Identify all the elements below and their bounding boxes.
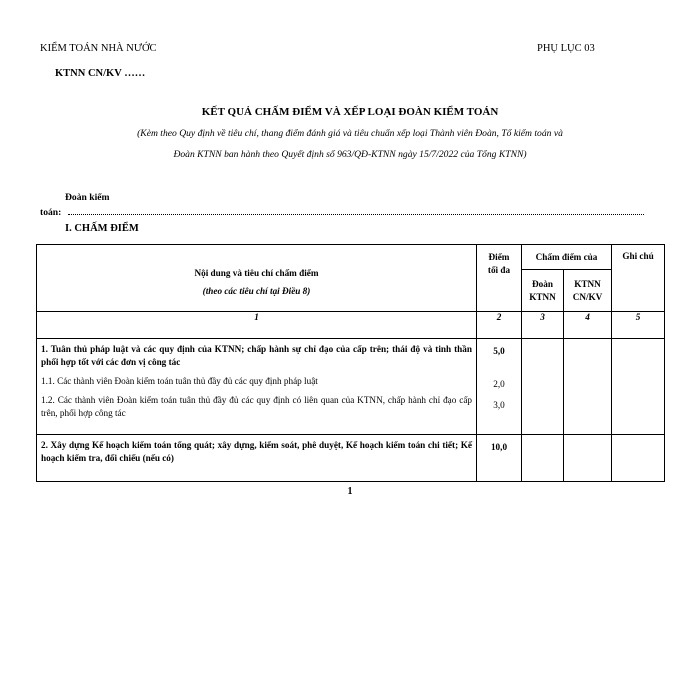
header-scores: Chấm điểm của	[522, 245, 612, 270]
document-subtitle-line1: (Kèm theo Quy định về tiêu chí, thang điểm đánh giá và tiêu chuẩn xếp loại Thành viên Đoàn, Tổ kiểm toán và	[137, 128, 563, 139]
header-team-score	[522, 270, 564, 312]
header-team-line1: Đoàn	[532, 278, 553, 289]
header-team-line2: KTNN	[529, 291, 556, 302]
org-name: KIỂM TOÁN NHÀ NƯỚC	[40, 43, 157, 54]
sub-criterion: 1.2. Các thành viên Đoàn kiểm toán tuân thủ đầy đủ các quy định có liên quan của KTNN, chấp hành chỉ đạo cấp trên, phối hợp công tác	[41, 395, 472, 418]
team-label-part2: toán:	[40, 207, 62, 218]
document-title: KẾT QUẢ CHẤM ĐIỂM VÀ XẾP LOẠI ĐOÀN KIỂM TOÁN	[201, 106, 499, 118]
sub-criterion-points: 3,0	[493, 400, 505, 410]
table-row	[37, 339, 665, 435]
criterion-title: 2. Xây dựng Kế hoạch kiểm toán tổng quát; xây dựng, kiểm soát, phê duyệt, Kế hoạch kiểm toán chi tiết; Kế hoạch kiểm tra, đối chiếu (nếu có)	[41, 440, 472, 463]
column-number: 4	[564, 312, 612, 339]
team-score-cell[interactable]	[522, 339, 564, 435]
table-row	[37, 435, 665, 482]
header-note: Ghi chú	[612, 245, 665, 312]
column-number: 1	[37, 312, 477, 339]
header-unit-line1: KTNN	[574, 278, 601, 289]
header-max-points	[477, 245, 522, 312]
criterion-points: 10,0	[490, 442, 508, 452]
criterion-title: 1. Tuân thủ pháp luật và các quy định của KTNN; chấp hành sự chỉ đạo của cấp trên; thái độ và tinh thần phối hợp tốt với các đơn vị công tác	[41, 344, 472, 367]
score-table	[36, 244, 665, 482]
unit-score-cell[interactable]	[564, 435, 612, 482]
criterion-points: 5,0	[493, 346, 505, 356]
header-max-line2: tối đa	[487, 265, 511, 275]
note-cell[interactable]	[612, 339, 665, 435]
header-unit-line2: CN/KV	[572, 291, 603, 302]
header-unit-score	[564, 270, 612, 312]
sub-criterion: 1.1. Các thành viên Đoàn kiểm toán tuân thủ đầy đủ các quy định pháp luật	[41, 376, 318, 386]
column-number-row	[37, 312, 665, 339]
team-score-cell[interactable]	[522, 435, 564, 482]
column-number: 5	[612, 312, 665, 339]
criterion-cell	[37, 339, 477, 435]
unit-score-cell[interactable]	[564, 339, 612, 435]
header-content-line2: (theo các tiêu chí tại Điều 8)	[202, 286, 311, 296]
section-title: I. CHẤM ĐIỂM	[65, 223, 139, 234]
appendix-label: PHỤ LỤC 03	[537, 43, 595, 54]
page-number: 1	[347, 486, 353, 497]
header-content-line1: Nội dung và tiêu chí chấm điểm	[194, 268, 319, 278]
sub-criterion-points: 2,0	[493, 379, 505, 389]
table-header-row	[37, 245, 665, 270]
column-number: 2	[477, 312, 522, 339]
note-cell[interactable]	[612, 435, 665, 482]
max-points-cell	[477, 339, 522, 435]
team-label-part1: Đoàn kiểm	[65, 192, 110, 203]
header-content	[37, 245, 477, 312]
max-points-cell	[477, 435, 522, 482]
document-subtitle-line2: Đoàn KTNN ban hành theo Quyết định số 963/QĐ-KTNN ngày 15/7/2022 của Tổng KTNN)	[173, 149, 527, 160]
unit-label: KTNN CN/KV ……	[55, 68, 146, 79]
criterion-cell	[37, 435, 477, 482]
column-number: 3	[522, 312, 564, 339]
header-max-line1: Điểm	[488, 252, 510, 262]
team-fill-line[interactable]	[68, 214, 644, 215]
